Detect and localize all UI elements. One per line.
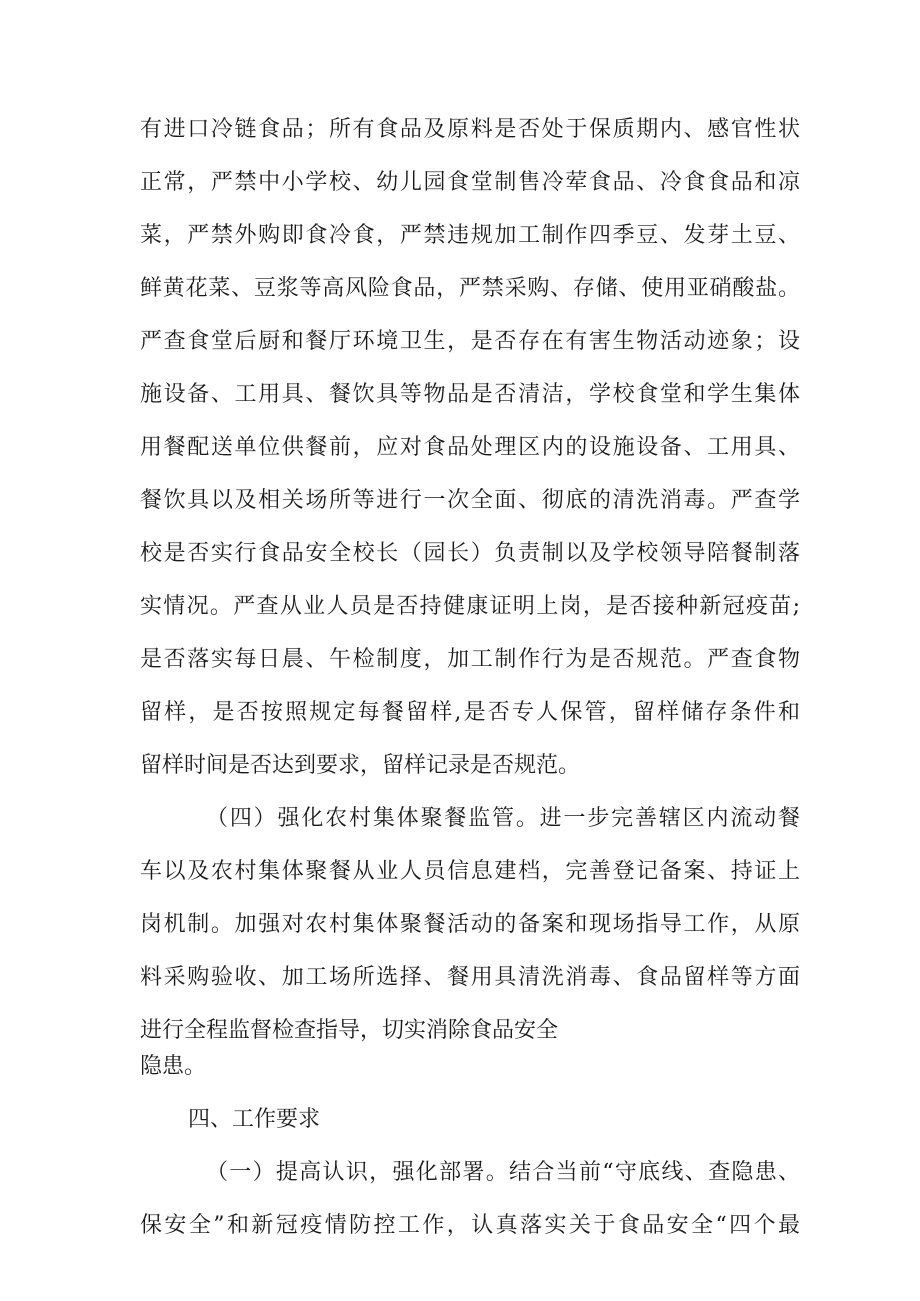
text-line-4: 鲜黄花菜、豆浆等高风险食品，严禁采购、存储、使用亚硝酸盐。 — [140, 276, 800, 301]
text-line-6: 施设备、工用具、餐饮具等物品是否清洁，学校食堂和学生集体 — [140, 382, 800, 407]
text-line-5: 严查食堂后厨和餐厅环境卫生，是否存在有害生物活动迹象；设 — [140, 329, 800, 354]
text-line-9: 校是否实行食品安全校长（园长）负责制以及学校领导陪餐制落 — [140, 541, 800, 566]
text-line-7: 用餐配送单位供餐前，应对食品处理区内的设施设备、工用具、 — [140, 435, 800, 460]
text-line-16: 岗机制。加强对农村集体聚餐活动的备案和现场指导工作，从原 — [140, 912, 800, 937]
text-line-10: 实情况。严查从业人员是否持健康证明上岗，是否接种新冠疫苗; — [140, 594, 800, 619]
text-line-17: 料采购验收、加工场所选择、餐用具清洗消毒、食品留样等方面 — [140, 965, 800, 990]
section-heading-work-requirements: 四、工作要求 — [188, 1107, 321, 1132]
text-line-3: 菜，严禁外购即食冷食，严禁违规加工制作四季豆、发芽土豆、 — [140, 223, 800, 248]
text-line-15: 车以及农村集体聚餐从业人员信息建档，完善登记备案、持证上 — [140, 859, 800, 884]
text-line-12: 留样，是否按照规定每餐留样,是否专人保管，留样储存条件和 — [140, 700, 800, 725]
text-line-1: 有进口冷链食品；所有食品及原料是否处于保质期内、感官性状 — [140, 117, 800, 142]
text-line-2: 正常，严禁中小学校、幼儿园食堂制售冷荤食品、冷食食品和凉 — [140, 170, 800, 195]
text-line-22: 保安全”和新冠疫情防控工作，认真落实关于食品安全“四个最 — [140, 1213, 800, 1238]
requirement-one-first-line: （一）提高认识，强化部署。结合当前“守底线、查隐患、 — [206, 1160, 800, 1185]
text-line-18: 进行全程监督检查指导，切实消除食品安全 — [140, 1018, 559, 1043]
text-line-8: 餐饮具以及相关场所等进行一次全面、彻底的清洗消毒。严查学 — [140, 488, 800, 513]
section-four-first-line: （四）强化农村集体聚餐监管。进一步完善辖区内流动餐 — [206, 806, 800, 831]
text-line-13: 留样时间是否达到要求，留样记录是否规范。 — [140, 753, 581, 778]
text-line-11: 是否落实每日晨、午检制度，加工制作行为是否规范。严查食物 — [140, 647, 800, 672]
text-line-19: 隐患。 — [140, 1054, 207, 1079]
